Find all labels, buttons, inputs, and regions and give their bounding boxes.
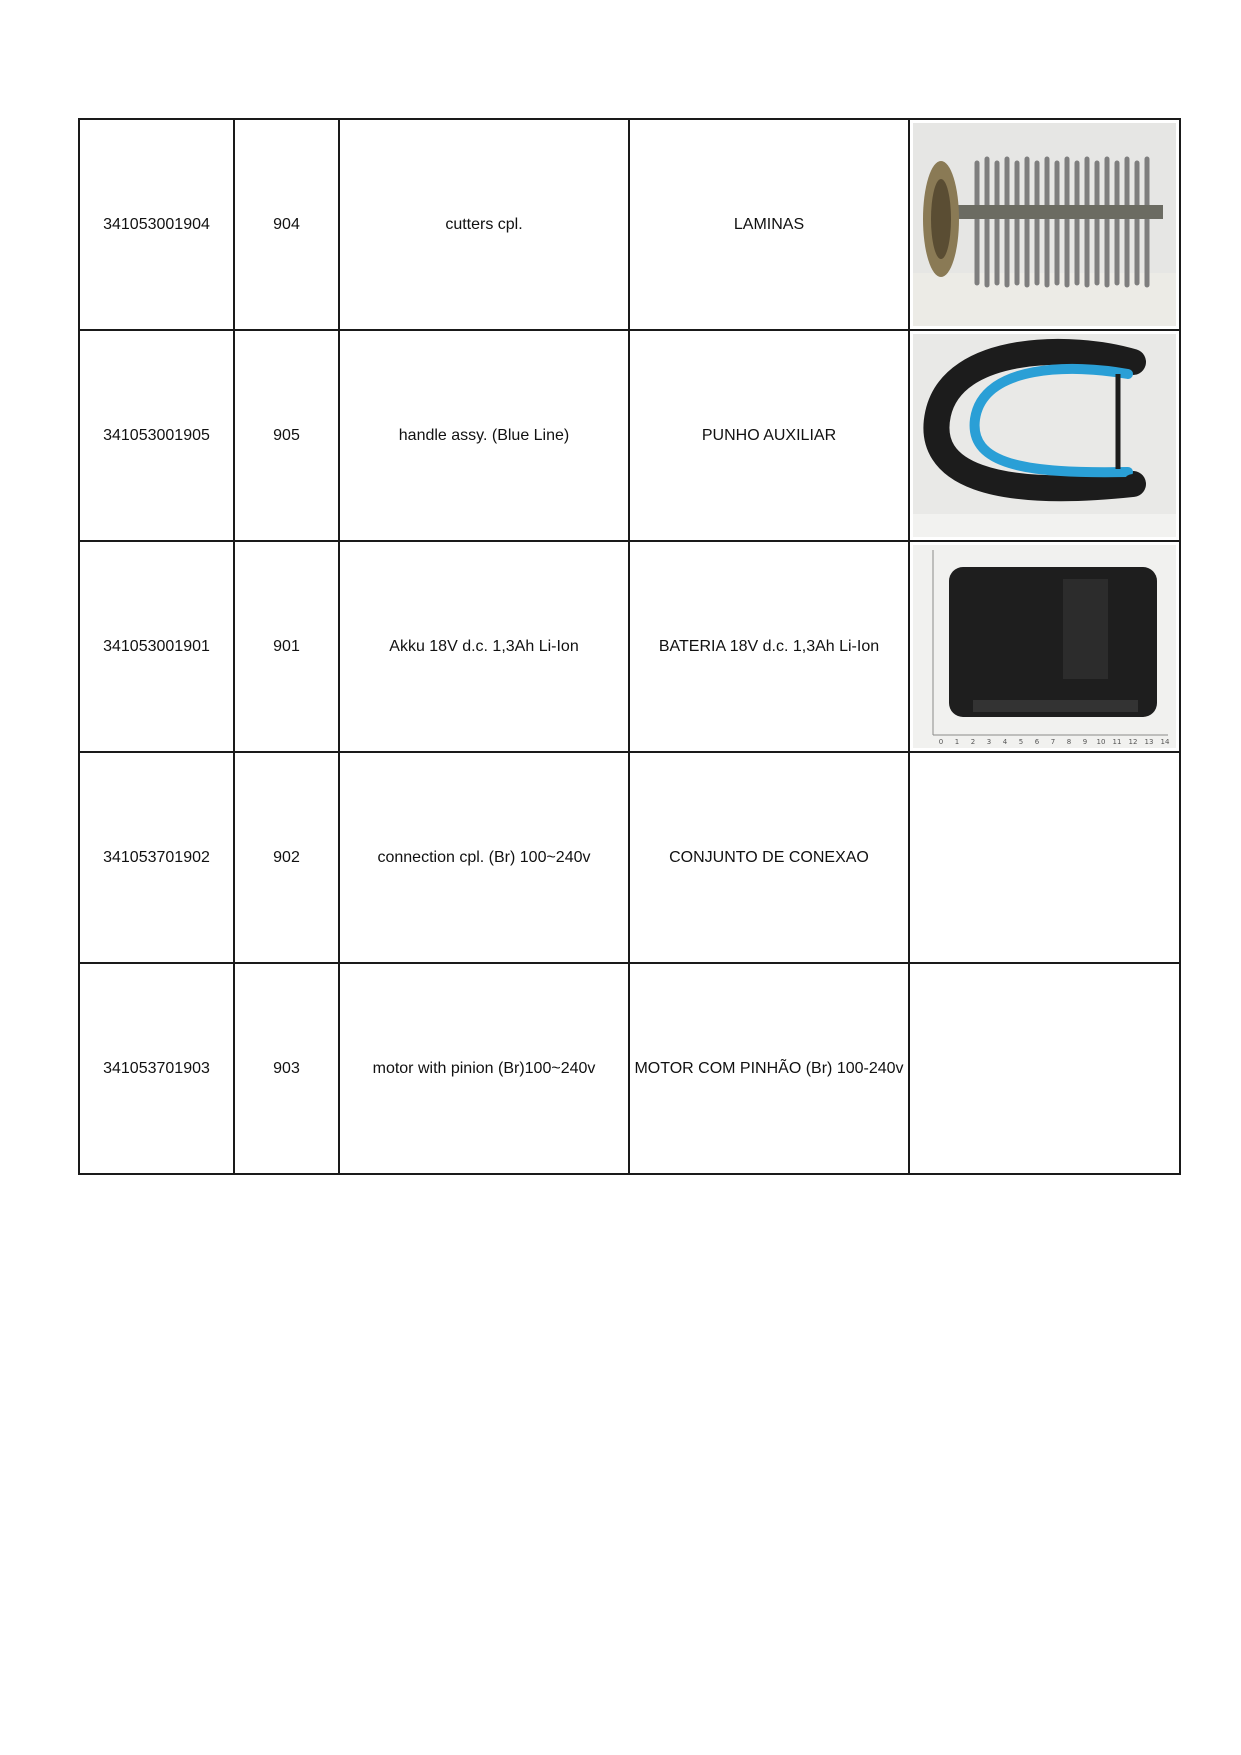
description-en-cell: connection cpl. (Br) 100~240v <box>339 752 629 963</box>
ruler-label: 12 <box>1128 738 1138 746</box>
table-row <box>79 752 1180 963</box>
table-row <box>79 541 1180 752</box>
article-number-cell: 341053001905 <box>79 330 234 541</box>
description-en-cell: cutters cpl. <box>339 119 629 330</box>
part-image-cell <box>909 119 1180 330</box>
ruler-label: 7 <box>1050 738 1056 746</box>
ruler-label: 4 <box>1002 738 1008 746</box>
table-row <box>79 119 1180 330</box>
ruler-label: 10 <box>1096 738 1106 746</box>
ruler-label: 2 <box>970 738 976 746</box>
description-en-cell: Akku 18V d.c. 1,3Ah Li-Ion <box>339 541 629 752</box>
position-number-cell: 902 <box>234 752 339 963</box>
position-number-cell: 904 <box>234 119 339 330</box>
article-number-cell: 341053701903 <box>79 963 234 1174</box>
position-number-cell: 901 <box>234 541 339 752</box>
ruler-label: 1 <box>954 738 960 746</box>
ruler-label: 9 <box>1082 738 1088 746</box>
ruler-label: 11 <box>1112 738 1122 746</box>
ruler-label: 14 <box>1160 738 1170 746</box>
battery-pack-photo <box>913 545 1176 748</box>
hedge-trimmer-blade-photo <box>913 123 1176 326</box>
position-number-cell: 905 <box>234 330 339 541</box>
ruler-label: 0 <box>938 738 944 746</box>
auxiliary-handle-photo <box>913 334 1176 537</box>
description-pt-cell: MOTOR COM PINHÃO (Br) 100-240v <box>629 963 909 1174</box>
table-row <box>79 330 1180 541</box>
ruler-label: 5 <box>1018 738 1024 746</box>
ruler-label: 6 <box>1034 738 1040 746</box>
part-image-cell <box>909 752 1180 963</box>
description-en-cell: handle assy. (Blue Line) <box>339 330 629 541</box>
position-number-cell: 903 <box>234 963 339 1174</box>
description-pt-cell: CONJUNTO DE CONEXAO <box>629 752 909 963</box>
ruler-label: 8 <box>1066 738 1072 746</box>
description-pt-cell: PUNHO AUXILIAR <box>629 330 909 541</box>
part-image-cell <box>909 541 1180 752</box>
part-image-cell <box>909 963 1180 1174</box>
description-pt-cell: LAMINAS <box>629 119 909 330</box>
description-pt-cell: BATERIA 18V d.c. 1,3Ah Li-Ion <box>629 541 909 752</box>
article-number-cell: 341053001904 <box>79 119 234 330</box>
part-image-cell <box>909 330 1180 541</box>
ruler-label: 13 <box>1144 738 1154 746</box>
article-number-cell: 341053001901 <box>79 541 234 752</box>
parts-table <box>78 118 1181 1175</box>
table-row <box>79 963 1180 1174</box>
description-en-cell: motor with pinion (Br)100~240v <box>339 963 629 1174</box>
ruler-label: 3 <box>986 738 992 746</box>
article-number-cell: 341053701902 <box>79 752 234 963</box>
